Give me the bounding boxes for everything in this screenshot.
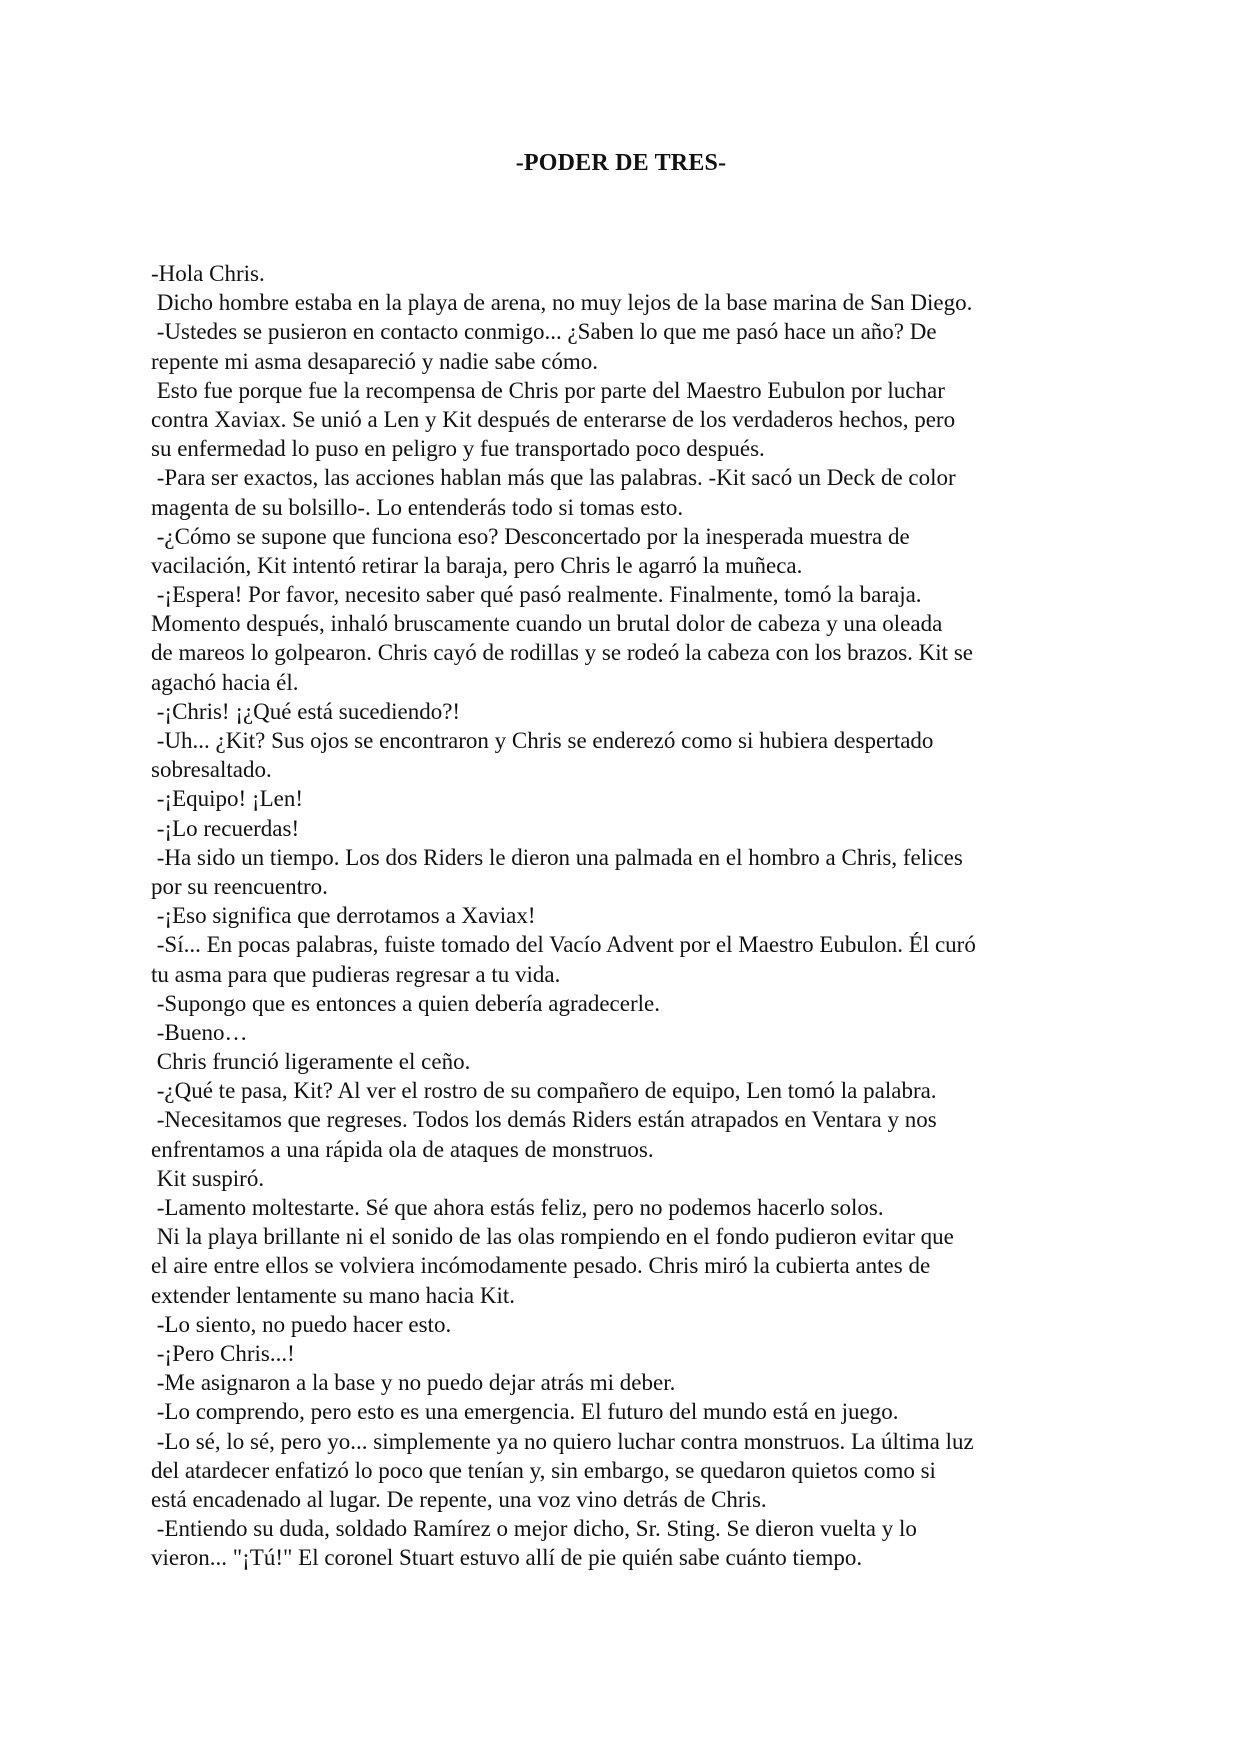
text-line: -¡Equipo! ¡Len! <box>151 786 303 812</box>
text-line: agachó hacia él. <box>151 669 299 695</box>
text-line: por su reencuentro. <box>151 873 328 899</box>
text-line: -Hola Chris. <box>151 261 265 286</box>
text-line: el aire entre ellos se volviera incómodamente pesado. Chris miró la cubierta antes de <box>151 1253 931 1279</box>
document-title: -PODER DE TRES- <box>515 150 727 176</box>
text-line: Momento después, inhaló bruscamente cuando un brutal dolor de cabeza y una oleada <box>151 611 943 637</box>
text-line: de mareos lo golpearon. Chris cayó de rodillas y se rodeó la cabeza con los brazos. Kit se <box>151 640 973 666</box>
text-line: contra Xaviax. Se unió a Len y Kit después de enterarse de los verdaderos hechos, pero <box>151 406 956 432</box>
text-line: -¡Espera! Por favor, necesito saber qué pasó realmente. Finalmente, tomó la baraja. <box>151 582 922 608</box>
text-line: -Para ser exactos, las acciones hablan más que las palabras. -Kit sacó un Deck de color <box>151 465 956 491</box>
text-line: -Entiendo su duda, soldado Ramírez o mejor dicho, Sr. Sting. Se dieron vuelta y lo <box>151 1516 917 1542</box>
text-line: sobresaltado. <box>151 757 272 783</box>
text-line: -Ha sido un tiempo. Los dos Riders le dieron una palmada en el hombro a Chris, felices <box>151 844 963 870</box>
text-line: -Lo comprendo, pero esto es una emergencia. El futuro del mundo está en juego. <box>151 1399 899 1425</box>
text-line: -Lo siento, no puedo hacer esto. <box>151 1311 452 1337</box>
text-line: -Necesitamos que regreses. Todos los demás Riders están atrapados en Ventara y nos <box>151 1107 937 1133</box>
text-line: Kit suspiró. <box>151 1165 265 1191</box>
text-line: repente mi asma desapareció y nadie sabe cómo. <box>151 348 599 374</box>
text-line: Ni la playa brillante ni el sonido de las olas rompiendo en el fondo pudieron evitar que <box>151 1224 954 1250</box>
text-line: -Lo sé, lo sé, pero yo... simplemente ya no quiero luchar contra monstruos. La última luz <box>151 1428 974 1454</box>
text-line: -¡Pero Chris...! <box>151 1340 295 1366</box>
text-line: está encadenado al lugar. De repente, una voz vino detrás de Chris. <box>151 1486 767 1512</box>
text-line: -¡Lo recuerdas! <box>151 815 300 841</box>
text-line: Esto fue porque fue la recompensa de Chris por parte del Maestro Eubulon por luchar <box>151 377 945 403</box>
text-line: -¡Eso significa que derrotamos a Xaviax! <box>151 903 536 929</box>
text-line: -Ustedes se pusieron en contacto conmigo... ¿Saben lo que me pasó hace un año? De <box>151 319 937 345</box>
text-line: Dicho hombre estaba en la playa de arena, no muy lejos de la base marina de San Diego. <box>151 290 973 316</box>
text-line: -¿Qué te pasa, Kit? Al ver el rostro de su compañero de equipo, Len tomó la palabra. <box>151 1078 937 1104</box>
text-line: -Sí... En pocas palabras, fuiste tomado del Vacío Advent por el Maestro Eubulon. Él curó <box>151 932 976 958</box>
text-line: vacilación, Kit intentó retirar la baraja, pero Chris le agarró la muñeca. <box>151 552 803 578</box>
text-line: -Bueno… <box>151 1019 248 1045</box>
text-line: -¿Cómo se supone que funciona eso? Desconcertado por la inesperada muestra de <box>151 523 910 549</box>
text-line: extender lentamente su mano hacia Kit. <box>151 1282 516 1308</box>
text-line: del atardecer enfatizó lo poco que tenían y, sin embargo, se quedaron quietos como si <box>151 1457 936 1483</box>
document-body <box>151 259 1111 1572</box>
text-line: Chris frunció ligeramente el ceño. <box>151 1049 471 1075</box>
text-line: vieron... "¡Tú!" El coronel Stuart estuvo allí de pie quién sabe cuánto tiempo. <box>151 1545 863 1571</box>
text-line: magenta de su bolsillo-. Lo entenderás todo si tomas esto. <box>151 494 684 520</box>
text-line: su enfermedad lo puso en peligro y fue transportado poco después. <box>151 436 765 462</box>
text-line: -Lamento moltestarte. Sé que ahora estás feliz, pero no podemos hacerlo solos. <box>151 1195 884 1220</box>
text-line: -¡Chris! ¡¿Qué está sucediendo?! <box>151 698 461 724</box>
text-line: -Me asignaron a la base y no puedo dejar atrás mi deber. <box>151 1370 676 1396</box>
text-line: enfrentamos a una rápida ola de ataques de monstruos. <box>151 1136 654 1162</box>
text-line: tu asma para que pudieras regresar a tu vida. <box>151 961 561 987</box>
text-line: -Uh... ¿Kit? Sus ojos se encontraron y Chris se enderezó como si hubiera despertado <box>151 728 934 753</box>
text-line: -Supongo que es entonces a quien debería agradecerle. <box>151 990 660 1016</box>
